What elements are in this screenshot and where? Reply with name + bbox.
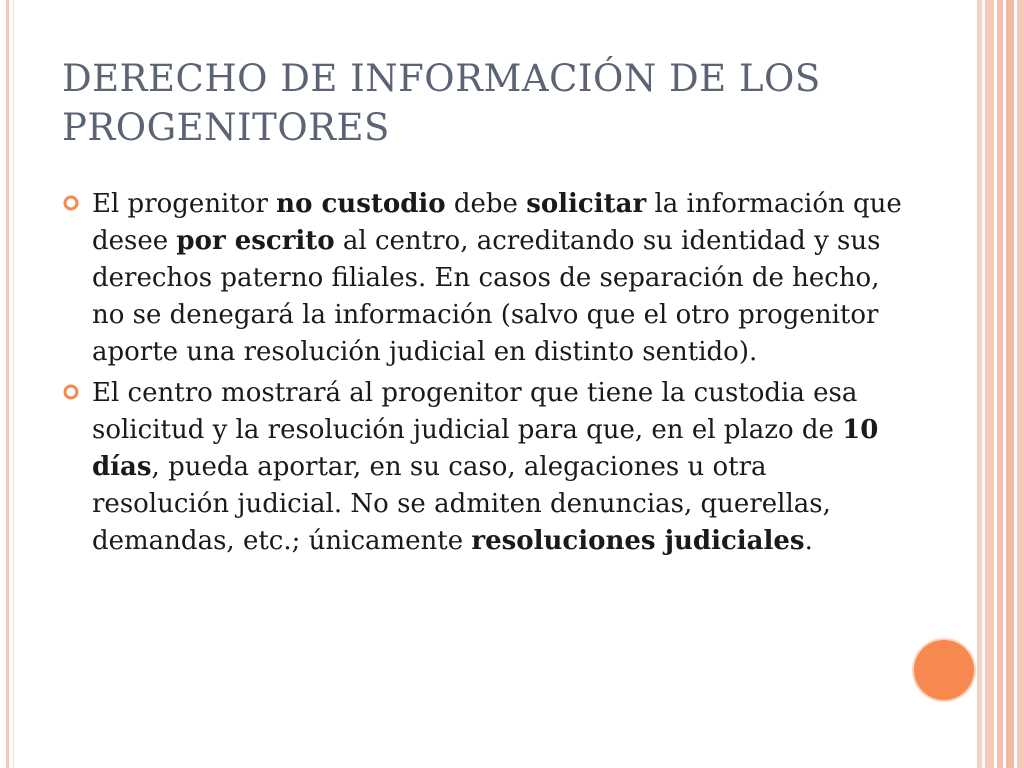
left-decoration-line-thin [13,0,14,768]
text-run: debe [445,189,527,219]
bullet-item [62,375,902,560]
text-run: la información que desee [92,189,902,256]
text-run: El progenitor [92,189,277,219]
bold-text-run: no custodio [276,189,446,219]
text-run: . [804,526,813,556]
bullet-item [62,186,902,371]
right-decoration-band-5 [1017,0,1024,768]
right-decoration-band-2 [985,0,994,768]
left-decoration-line [6,0,9,768]
circle-bullet-icon [63,195,79,211]
bold-text-run: 10 días [92,415,879,482]
bold-text-run: solicitar [526,189,647,219]
right-decoration-band-1 [977,0,982,768]
circle-bullet-icon [63,384,79,400]
bold-text-run: resoluciones judiciales [471,526,805,556]
right-decoration-band-4 [1006,0,1014,768]
bullet-text [92,378,878,556]
slide-title: DERECHO DE INFORMACIÓN DE LOS PROGENITORES [62,57,821,149]
bullet-text [92,189,902,367]
orange-circle-icon [914,640,974,700]
slide-content [62,186,902,564]
text-run: al centro, acreditando su identidad y sus derechos paterno filiales. En casos de separación de hecho, no se denegará la información (salvo que el otro progenitor aporte una resolución judicial en distinto sentido). [92,226,881,367]
text-run: , pueda aportar, en su caso, alegaciones u otra resolución judicial. No se admiten denuncias, querellas, demandas, etc.; únicamente [92,452,831,556]
text-run: El centro mostrará al progenitor que tiene la custodia esa solicitud y la resolución judicial para que, en el plazo de [92,378,858,445]
right-decoration-band-3 [997,0,1003,768]
bold-text-run: por escrito [176,226,335,256]
